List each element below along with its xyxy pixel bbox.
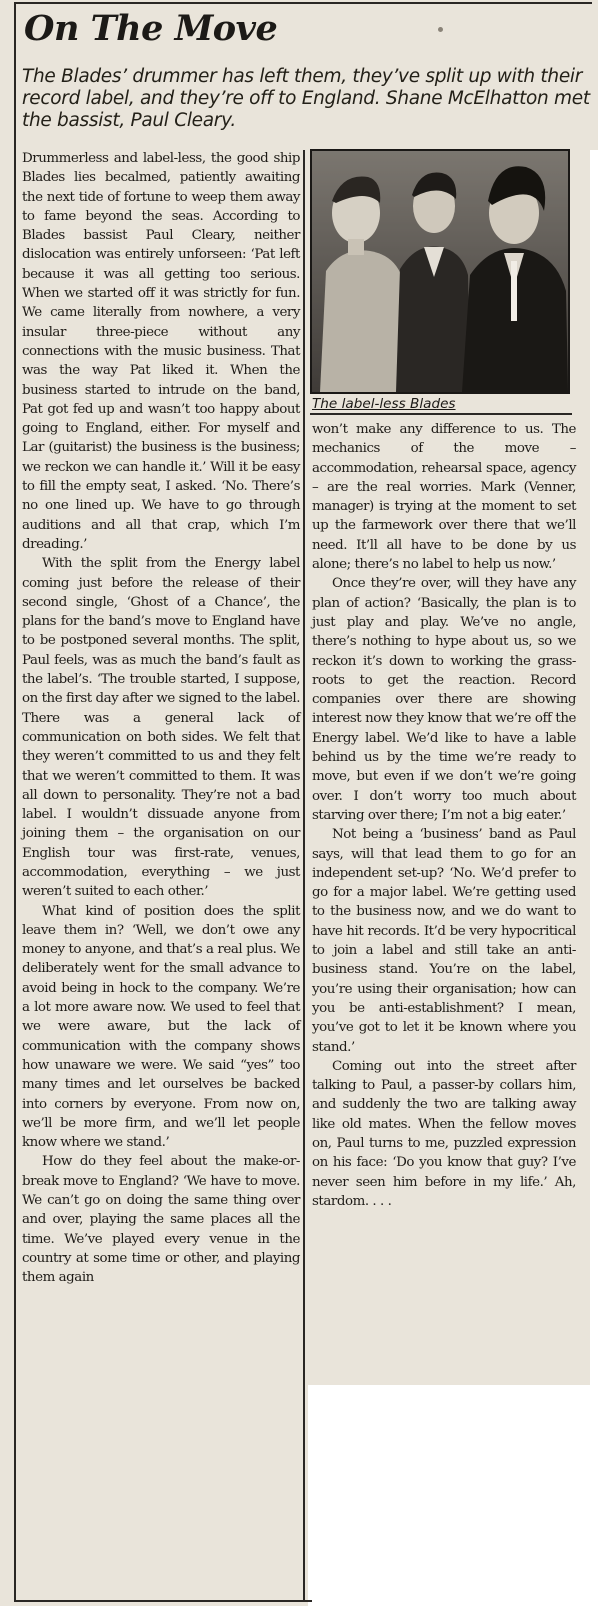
paragraph: Not being a ‘business’ band as Paul says, will that lead them to go for an independent set-up? ‘No. We’d prefer to go for a major label. We’re getting used to the business now, and we do want to have hit records. It’d be very hypocritical to join a label and still take an anti-business stand. You’re on the label, you’re using their organisation; how can you be anti-establishment? I mean, you’ve got to let it be known where you stand.’ [312, 827, 576, 1055]
paragraph: Drummerless and label-less, the good ship Blades lies becalmed, patiently awaiting the next tide of fortune to weep them away to fame beyond the seas. According to Blades bassist Paul Cleary, neither dislocation was entirely unforseen: ‘Pat left because it was all getting too serious. When we started off it was strictly for fun. We came literally from nowhere, a very insular three-piece without any connections with the music business. That was the way Pat liked it. When the business started to intrude on the band, Pat got fed up and wasn’t too happy about going to England, either. For myself and Lar (guitarist) the business is the business; we reckon we can handle it.’ Will it be easy to fill the empty seat, I asked. ‘No. There’s no one lined up. We have to go through auditions and all that crap, which I’m dreading.’ [22, 151, 300, 552]
column-divider [303, 150, 305, 1600]
headline: On The Move [24, 8, 278, 49]
frame-top-rule [14, 2, 592, 4]
frame-left-rule [14, 2, 16, 1602]
photo-caption: The label-less Blades [312, 396, 456, 412]
band-photo [310, 149, 570, 394]
frame-bottom-rule [14, 1600, 312, 1602]
article-column-right [312, 420, 576, 1211]
paragraph: Once they’re over, will they have any plan of action? ‘Basically, the plan is to just play and play. We’ve no angle, there’s nothing to hype about us, so we reckon it’s down to working the grass-roots to get the reaction. Record companies over there are showing interest now they know that we’re off the Energy label. We’d like to have a lable behind us by the time we’re ready to move, but even if we don’t we’re going over. I don’t worry too much about starving over there; I’m not a big eater.’ [312, 576, 576, 823]
paragraph: How do they feel about the make-or-break move to England? ‘We have to move. We can’t go on doing the same thing over and over, playing the same places all the time. We’ve played every venue in the country at some time or other, and playing them again [22, 1154, 300, 1286]
print-dot [438, 27, 443, 32]
paragraph: Coming out into the street after talking to Paul, a passer-by collars him, and suddenly the two are talking away like old mates. When the fellow moves on, Paul turns to me, puzzled expression on his face: ‘Do you know that guy? I’ve never seen him before in my life.’ Ah, stardom. . . . [312, 1058, 576, 1209]
standfirst: The Blades’ drummer has left them, they’ve split up with their record label, and they’re off to England. Shane McElhatton met the bassist, Paul Cleary. [22, 66, 590, 131]
band-photo-image [312, 151, 568, 392]
paragraph: What kind of position does the split leave them in? ‘Well, we don’t owe any money to anyone, and that’s a real plus. We deliberately went for the small advance to avoid being in hock to the company. We’re a lot more aware now. We used to feel that we were aware, but the lack of communication with the company shows how unaware we were. We said “yes” too many times and let ourselves be backed into corners by everyone. From now on, we’ll be more firm, and we’ll let people know where we stand.’ [22, 903, 300, 1151]
paragraph: won’t make any difference to us. The mechanics of the move – accommodation, rehearsal space, agency – are the real worries. Mark (Venner, manager) is trying at the moment to set up the farmework over there that we’ll need. It’ll all have to be done by us alone; there’s no label to help us now.’ [312, 422, 576, 573]
paragraph: With the split from the Energy label coming just before the release of their second single, ‘Ghost of a Chance’, the plans for the band’s move to England have to be postponed several months. The split, Paul feels, was as much the band’s fault as the label’s. ‘The trouble started, I suppose, on the first day after we signed to the label. There was a general lack of communication on both sides. We felt that they weren’t committed to us and they felt that we weren’t committed to them. It was all down to personality. They’re not a bad label. I wouldn’t dissuade anyone from joining them – the organisation on our English tour was first-rate, venues, accommodation, everything – we just weren’t suited to each other.’ [22, 556, 300, 900]
article-column-left [22, 149, 300, 1288]
caption-rule [310, 413, 572, 415]
